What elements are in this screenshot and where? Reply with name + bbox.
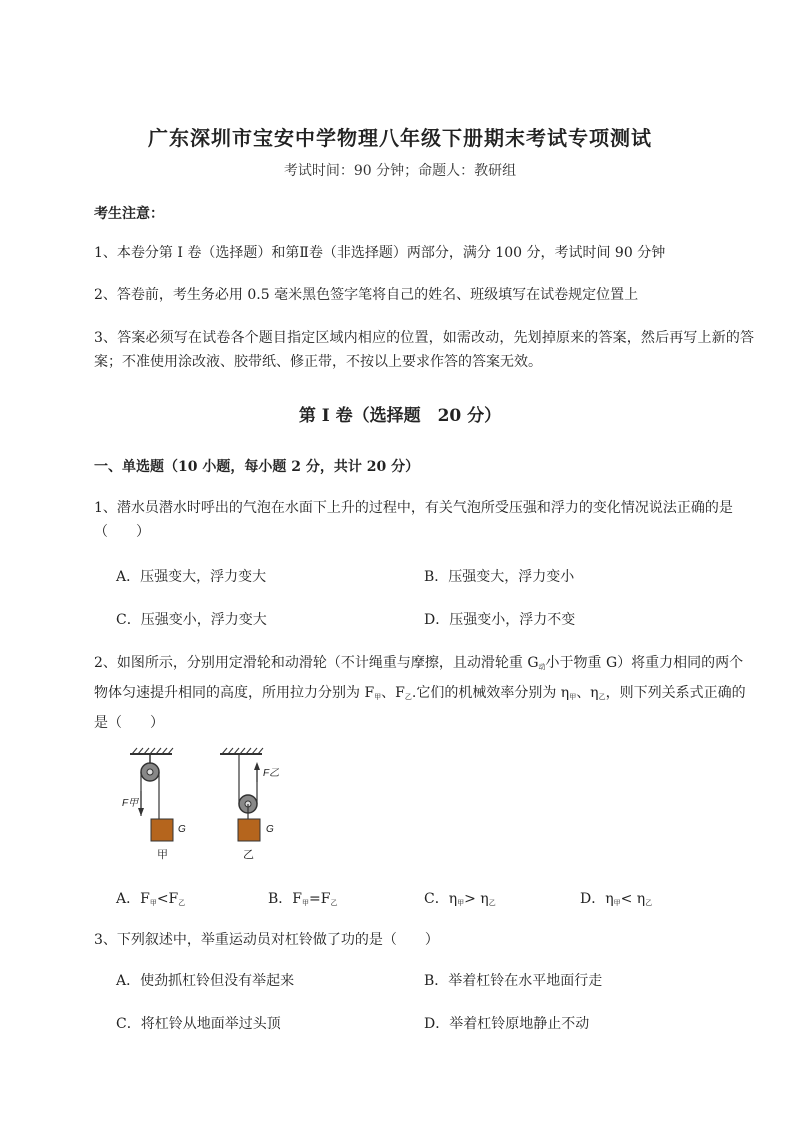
force-label-yi: F乙 (263, 768, 280, 779)
q2-option-b[interactable]: B．$F_甲=F_乙$ (268, 891, 338, 907)
q3-option-c[interactable]: C．将杠铃从地面举过头顶 (116, 1016, 281, 1032)
pulley-figure (120, 746, 310, 866)
q1-option-a[interactable]: A．压强变大，浮力变大 (116, 569, 267, 585)
figure-label-yi: 乙 (243, 848, 254, 861)
weight-label-yi: G (266, 824, 274, 835)
q1-option-c[interactable]: C．压强变小，浮力变大 (116, 612, 267, 628)
weight-label-jia: G (178, 824, 186, 835)
q2-option-a[interactable]: A．$F_甲<F_乙$ (116, 891, 186, 907)
notice-item-3: 3、答案必须写在试卷各个题目指定区域内相应的位置，如需改动，先划掉原来的答案，然后再写上新的答案；不准使用涂改液、胶带纸、修正带，不按以上要求作答的答案无效。 (94, 330, 754, 370)
exam-info: 考试时间：90 分钟；命题人：教研组 (283, 163, 517, 179)
figure-label-jia: 甲 (157, 848, 168, 861)
q3-option-b[interactable]: B．举着杠铃在水平地面行走 (424, 973, 603, 989)
question-3-stem: 3、下列叙述中，举重运动员对杠铃做了功的是（ ） (94, 932, 439, 948)
question-1-stem: 1、潜水员潜水时呼出的气泡在水面下上升的过程中，有关气泡所受压强和浮力的变化情况说法正确的是（ ） (94, 500, 733, 540)
q1-option-b[interactable]: B．压强变大，浮力变小 (424, 569, 575, 585)
q3-option-d[interactable]: D．举着杠铃原地静止不动 (424, 1016, 590, 1032)
weight-block-yi (238, 819, 260, 841)
movable-pulley-ceiling (220, 748, 263, 754)
q2-option-c[interactable]: C．$\eta_甲> \eta_乙$ (424, 891, 496, 907)
notice-item-1: 1、本卷分第 I 卷（选择题）和第Ⅱ卷（非选择题）两部分，满分 100 分，考试时间 90 分钟 (94, 245, 666, 261)
notice-heading: 考生注意： (94, 206, 164, 222)
notice-item-2: 2、答卷前，考生务必用 0.5 毫米黑色签字笔将自己的姓名、班级填写在试卷规定位置上 (94, 287, 639, 303)
q1-option-d[interactable]: D．压强变小，浮力不变 (424, 612, 576, 628)
part-title: 一、单选题（10 小题，每小题 2 分，共计 20 分） (94, 459, 420, 475)
weight-block-jia (151, 819, 173, 841)
force-label-jia: F甲 (122, 798, 139, 809)
section-title: 第 I 卷（选择题 20 分） (298, 406, 502, 426)
fixed-pulley-ceiling (130, 748, 173, 754)
question-2-stem: 2、如图所示，分别用定滑轮和动滑轮（不计绳重与摩擦，且动滑轮重 $G_动$小于物重 G）将重力相同的两个物体匀速提升相同的高度，所用拉力分别为 $F_甲$、$F_乙$.它们的机械效率分别为 $\eta_甲$、$\eta_乙$，则下列关系式正确的是（ ） (94, 655, 746, 731)
q2-option-d[interactable]: D．$\eta_甲< \eta_乙$ (580, 891, 653, 907)
q3-option-a[interactable]: A．使劲抓杠铃但没有举起来 (116, 973, 295, 989)
page-title: 广东深圳市宝安中学物理八年级下册期末考试专项测试 (148, 126, 652, 150)
